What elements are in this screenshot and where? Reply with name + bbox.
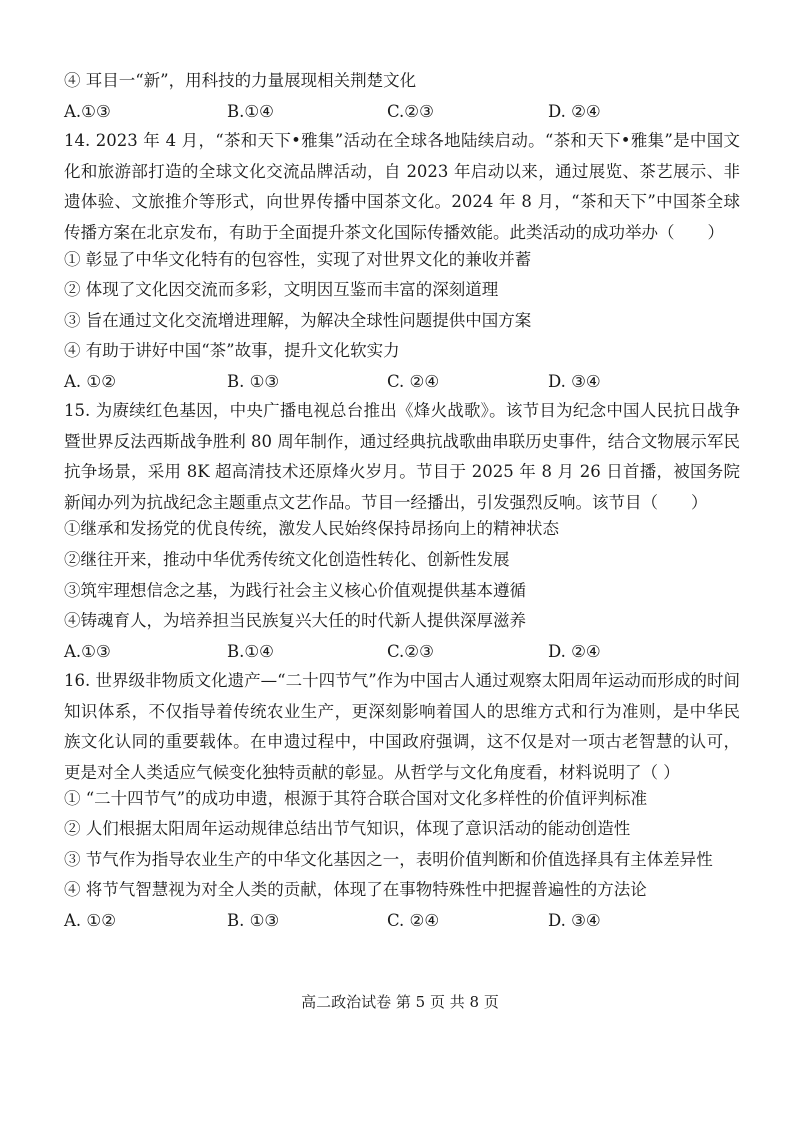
q13-option-c: C.②③ — [387, 102, 434, 121]
q16-option-b: B. ①③ — [227, 911, 280, 930]
q14-option-d: D. ③④ — [548, 372, 601, 391]
q15-options — [64, 641, 744, 663]
q16-option-c: C. ②④ — [387, 911, 440, 930]
q15-option-b: B.①④ — [227, 642, 274, 661]
q14-item-3: ③ 旨在通过文化交流增进理解，为解决全球性问题提供中国方案 — [64, 311, 532, 330]
q16-item-2: ② 人们根据太阳周年运动规律总结出节气知识，体现了意识活动的能动创造性 — [64, 819, 631, 838]
q13-option-a: A.①③ — [64, 102, 111, 121]
q15-item-4: ④铸魂育人，为培养担当民族复兴大任的时代新人提供深厚滋养 — [64, 611, 526, 630]
page-footer: 高二政治试卷 第 5 页 共 8 页 — [301, 993, 499, 1011]
q13-option-b: B.①④ — [227, 102, 274, 121]
q15-option-a: A.①③ — [64, 642, 111, 661]
q15-item-3: ③筑牢理想信念之基，为践行社会主义核心价值观提供基本遵循 — [64, 581, 526, 600]
q14-options — [64, 371, 744, 393]
q14-item-1: ① 彰显了中华文化特有的包容性，实现了对世界文化的兼收并蓄 — [64, 250, 532, 269]
q15-item-1: ①继承和发扬党的优良传统，激发人民始终保持昂扬向上的精神状态 — [64, 519, 559, 538]
q15-option-c: C.②③ — [387, 642, 434, 661]
q14-option-b: B. ①③ — [227, 372, 280, 391]
q16-item-3: ③ 节气作为指导农业生产的中华文化基因之一，表明价值判断和价值选择具有主体差异性 — [64, 850, 713, 869]
q14-stem: 14. 2023 年 4 月，“茶和天下•雅集”活动在全球各地陆续启动。“茶和天下•雅集”是中国文化和旅游部打造的全球文化交流品牌活动，自 2023 年启动以来，通过展览、茶艺展示、非遗体验、文旅推介等形式，向世界传播中国茶文化。2024 年 8 月，“茶和天下”中国茶全球传播方案在北京发布，有助于全面提升茶文化国际传播效能。此类活动的成功举办（ ） — [64, 131, 740, 242]
q13-options — [64, 101, 744, 123]
q14-option-a: A. ①② — [64, 372, 116, 391]
q15-stem: 15. 为赓续红色基因，中央广播电视总台推出《烽火战歌》。该节目为纪念中国人民抗日战争暨世界反法西斯战争胜利 80 周年制作，通过经典抗战歌曲串联历史事件，结合文物展示军民抗争场景，采用 8K 超高清技术还原烽火岁月。节目于 2025 年 8 月 26 日首播，被国务院新闻办列为抗战纪念主题重点文艺作品。节目一经播出，引发强烈反响。该节目（ ） — [64, 401, 740, 512]
q16-option-a: A. ①② — [64, 911, 116, 930]
q13-item-4: ④ 耳目一“新”，用科技的力量展现相关荆楚文化 — [64, 71, 417, 90]
q13-option-d: D. ②④ — [548, 102, 601, 121]
q14-item-4: ④ 有助于讲好中国“茶”故事，提升文化软实力 — [64, 341, 400, 360]
q16-item-1: ① “二十四节气”的成功申遗，根源于其符合联合国对文化多样性的价值评判标准 — [64, 789, 648, 808]
q14-option-c: C. ②④ — [387, 372, 440, 391]
q16-options — [64, 910, 744, 932]
q16-item-4: ④ 将节气智慧视为对全人类的贡献，体现了在事物特殊性中把握普遍性的方法论 — [64, 880, 647, 899]
q14-item-2: ② 体现了文化因交流而多彩，文明因互鉴而丰富的深刻道理 — [64, 280, 499, 299]
q16-stem: 16. 世界级非物质文化遗产—“二十四节气”作为中国古人通过观察太阳周年运动而形成的时间知识体系，不仅指导着传统农业生产，更深刻影响着国人的思维方式和行为准则，是中华民族文化认同的重要载体。在申遗过程中，中国政府强调，这不仅是对一项古老智慧的认可，更是对全人类适应气候变化独特贡献的彰显。从哲学与文化角度看，材料说明了（ ） — [64, 671, 740, 782]
q15-item-2: ②继往开来，推动中华优秀传统文化创造性转化、创新性发展 — [64, 550, 510, 569]
q16-option-d: D. ③④ — [548, 911, 601, 930]
q15-option-d: D. ②④ — [548, 642, 601, 661]
